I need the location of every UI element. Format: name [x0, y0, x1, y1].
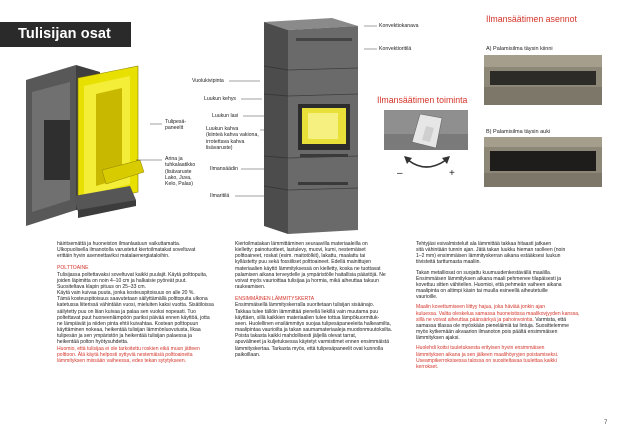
text-line: Ensimmäisen lämmityksen aikana maali pehmenee tilapäisesti ja: [416, 275, 562, 282]
text-line: palamisen aikana terveydelle ja ympäristölle haitallisia päästöjä. Ne: [235, 271, 386, 278]
text-line: polttoaineet, roskat (esim. maitotölkit), lakattu, maalattu tai: [235, 253, 366, 260]
label-line: irrotettava kahva: [206, 138, 245, 145]
text-line: Tehtyjäsi esivalmisteluit ala lämmittää takkaa hitaasti jatkaen: [416, 241, 552, 247]
text-line: myös kytkemään akvaarion ilmanoton pois päältä ensimmäisen: [416, 329, 558, 336]
text-line: maalipinta on altimpi käsin tai muulla esineellä aiheutetuille: [416, 288, 548, 295]
text-column-1: [57, 241, 237, 364]
text-line: lämmityksen aikana ja sen jälkeen maalihöyryjen poistamiseksi.: [416, 351, 559, 358]
text-line: Varmista, että: [535, 316, 567, 323]
asento-a-label: A) Palamisilma täysin kiinni: [486, 46, 553, 52]
fireplace-tower-illustration: [258, 14, 368, 238]
label-line: Kelo, Palas): [165, 181, 193, 188]
label-line: lisävaruste): [206, 144, 233, 151]
minus-sign: –: [397, 168, 403, 179]
label-luukun-kehys: Luukun kehys: [204, 96, 237, 102]
label-luukun-kahva: [206, 126, 259, 151]
text-line: apuvälineet ja kuljetuksessa käytetyt varmistimet ennen ensimmäistä: [235, 339, 390, 346]
text-line: lämmityskertaa. Tarkasta myös, että tulipesäpaneelit ovat kunnolla: [235, 345, 384, 352]
label-luukun-lasi: Luukun lasi: [212, 113, 239, 119]
text-line: ne lämpiävät ja niiden pinta ehtii kuivahtaa. Kostean polttopuun: [57, 320, 199, 327]
position-a-photo: [484, 55, 602, 105]
text-line: joiden läpimitta on noin 4–10 cm ja halkaisie pyöreät puut.: [57, 277, 187, 284]
text-line: seen. Huolellinen ensilämmitys suojaa tulipesäpaneeleita halkeamilta,: [235, 320, 391, 327]
asennot-title: Ilmansäätimen asennot: [486, 14, 577, 24]
text-line: lämmityksen ajaksi.: [416, 335, 460, 342]
label-line: tuhkalaatikko: [165, 162, 196, 169]
text-line: sitä vähintään tunnin ajan. Jätä takan luukku hieman raolleen (noin: [416, 247, 566, 254]
text-line: erittäin hyvin asennettaviksi matalaenergiataloihin.: [57, 253, 170, 260]
text-line: 1–2 mm) ensimmäisen lämmityskerran aikana estääksesi luukun: [416, 253, 561, 260]
position-b-photo: [484, 137, 602, 187]
text-line: Takkaa tulee tällöin lämmittää pienellä liekillä vain muutama puu: [235, 308, 379, 315]
text-line: kovettuu sitten vähitellen. Huomioi, että pehmeän vaiheen aikana: [416, 281, 562, 288]
text-line: Useampikerroksisessa talossa on suositeltavaa tuulettaa kaikki: [416, 357, 557, 364]
text-line: käyttäminen nokeaa, heikentää tulisijan lämmönluovutusta, likaa: [57, 327, 201, 334]
page-number: 7: [604, 420, 608, 426]
text-line: Tämä kosteuspitoisuus saavutetaan säilyttämällä polttopuita ulkona: [57, 296, 208, 303]
text-line: säilytetty puu on liian kuivaa ja palaa sen vuoksi nopeasti. Tuo: [57, 308, 196, 315]
text-line: poltettavat puut huoneenlämpöön pariksi päivää ennen käyttöä, jotta: [57, 314, 210, 321]
text-line: häiritsemättä ja huoneiston ilmanlaatuun vaikuttamatta.: [57, 241, 181, 247]
label-line: Luukun kahva: [206, 126, 239, 132]
text-line: sillä ne voivat aiheuttaa päänsärkyä ja pahoinvointia.: [416, 316, 534, 323]
section-heading-polttoaine: POLTTOAINE: [57, 265, 89, 272]
text-line: paikoillaan.: [235, 351, 261, 358]
plus-sign: +: [449, 168, 455, 179]
label-line: (lisävaruste: [165, 168, 192, 175]
text-line: katetussa liiterissä vähintään vuosi, mieluiten kaksi vuotta. Sisätiloissa: [57, 302, 214, 309]
label-konvektioritila: Konvektioritilä: [379, 46, 412, 52]
text-line: Takan metalliosat on suojattu kuumuudenkestävällä maalilla.: [416, 269, 552, 276]
text-line: heikentää polton hyötysuhdetta.: [57, 339, 129, 346]
text-line: tiivisteitä tarttumasta maaliin.: [416, 259, 481, 266]
text-line: Maalin kovettumiseen liittyy hajua, joka häviää jonkin ajan: [416, 304, 546, 311]
section-heading-ensimmainen: ENSIMMÄINEN LÄMMITYSKERTA: [235, 296, 315, 303]
text-line: kuluessa. Valita oleskelua samassa huoneistissa maalikovjyyden kanssa,: [416, 310, 580, 317]
text-line: Ensimmäisellä lämmityskerralla suoritetaan tulisijan sisäänajo.: [235, 302, 375, 309]
text-line: materiaalien käyttö lämmityksessä on kielletty, koska ne tuottavat: [235, 265, 381, 272]
text-line: Käytä vain kuivaa puuta, jonka kosteuspitoisuus on alle 20 %.: [57, 290, 195, 297]
label-tulipesapaneelit: [165, 119, 186, 132]
text-line: kyllästetty puu sekä fossiiliset polttoaineet. Edellä mainittujen: [235, 259, 372, 266]
text-line: Kiertoilmatakan lämmittäminen seuraavilla materiaaleilla on: [235, 241, 368, 247]
text-line: maalipintaa vaurioilta ja takan saumamateriaaleja muodonmuutoksilta.: [235, 327, 393, 334]
text-line: Tulisijassa poltettavaksi soveltuvat kaikki puulajit. Käytä polttopuita,: [57, 271, 208, 278]
text-line: vaurioille.: [416, 294, 438, 301]
text-line: Ulkopuolisella ilmanotolla varustetut kiertoilmatakat soveltuvat: [57, 247, 196, 254]
text-line: Poista takasta kaikki mahdollisesti jäljellä olevat tarrat,: [235, 333, 357, 340]
toiminta-title: Ilmansäätimen toiminta: [377, 95, 468, 105]
label-ilmaritila: Ilmaritilä: [210, 193, 230, 199]
text-line: raukeamisen.: [235, 284, 266, 291]
label-line: paneelit: [165, 125, 184, 132]
text-line: kerrokset.: [416, 363, 439, 370]
label-arina: [165, 156, 195, 187]
text-line: polttoon. Älä käytä helposti syttyviä nestemäisiä polttoaineita: [57, 351, 193, 358]
text-line: Suositeltava klapin pituus on 25–33 cm.: [57, 283, 146, 290]
asento-b-label: B) Palamisilma täysin auki: [486, 129, 551, 135]
text-column-3: [416, 241, 596, 370]
label-line: Tulipesä-: [165, 119, 187, 125]
air-regulator-diagram: [382, 108, 470, 188]
text-line: tulipesän ja sen ympäristön ja heikentää tulisijan palaessa ja: [57, 333, 192, 340]
label-line: Arina ja: [165, 156, 183, 162]
text-line: lämmityksen missään vaiheessa, edes tekan sytytykseen.: [57, 357, 187, 364]
label-konvektiokanava: Konvektiokanava: [379, 23, 419, 29]
text-line: voivat myös vaurioittaa tulisijaa ja hormia, mikä aiheuttaa takuun: [235, 277, 379, 284]
text-line: Huomio, että tulisijaa ei ole tarkoitettu roskien eikä muun jätteen: [57, 345, 200, 352]
text-line: käyttäen, sillä kaikkien materiaalien tulee tottua lämpökuormituk-: [235, 314, 380, 321]
text-line: samassa tilassa ole myöskään pieneläimiä tai lintuja. Suosittelemme: [416, 322, 569, 329]
label-line: Lako, Juva,: [165, 174, 192, 181]
text-line: kielletty: painotuotteet, lastulevy, muovi, kumi, nestemäiset: [235, 247, 366, 254]
label-ilmansaadin: Ilmansäädin: [210, 166, 238, 172]
label-line: (kiinteä kahva vakiona,: [206, 132, 259, 139]
label-vuolukivipinta: Vuolukivipinta: [192, 78, 224, 84]
text-column-2: [235, 241, 415, 358]
page-title: Tulisijan osat: [18, 26, 111, 42]
text-line: Huolehdi koitsi tuuletuksesta erityisen hyvin ensimmäisen: [416, 345, 545, 352]
